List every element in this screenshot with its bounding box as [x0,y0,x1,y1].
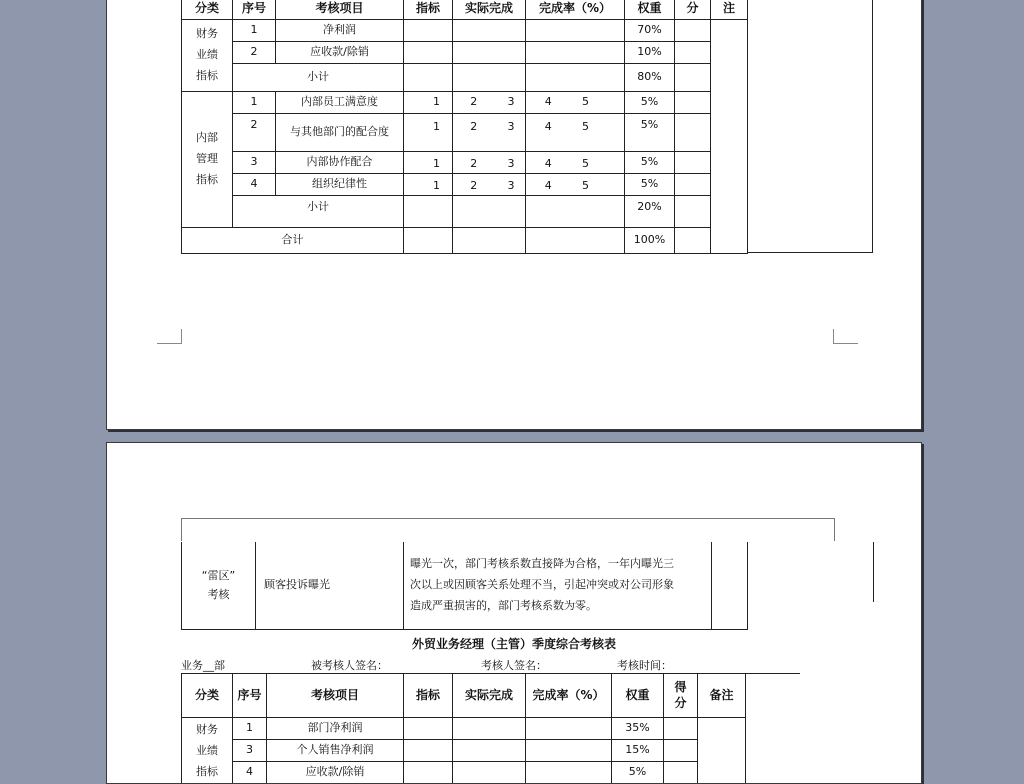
internal-row-1-weight: 5% [625,92,675,114]
thunder-zone-table [181,542,748,630]
header-target: 指标 [404,0,453,20]
scale-value: 5 [582,120,589,133]
remark-column [711,20,748,254]
header-category: 分类 [182,674,233,718]
header-weight: 权重 [612,674,664,718]
internal-subtotal-label: 小计 [233,196,404,228]
header-no: 序号 [233,674,267,718]
internal-row-1-no: 1 [233,92,276,114]
thunder-item: 顾客投诉曝光 [256,542,404,630]
row-1-no: 1 [233,718,267,740]
row-3-target [404,762,453,784]
thunder-outer-border [747,542,874,602]
finance-row-2-no: 2 [233,42,276,64]
header-score: 得 分 [664,674,698,718]
internal-row-3-scale [433,157,589,170]
scale-value: 4 [544,120,552,133]
total-score [675,228,711,254]
thunder-remark [712,542,748,630]
scale-value: 3 [507,179,515,192]
finance-row-1-item: 净利润 [276,20,404,42]
document-page-1 [106,0,922,430]
internal-subtotal-score [675,196,711,228]
header-weight: 权重 [625,0,675,20]
scale-value: 1 [433,95,440,108]
scale-value: 5 [582,179,589,192]
scale-value: 3 [507,120,515,133]
total-target [404,228,453,254]
finance-subtotal-actual [453,64,526,92]
row-2-weight: 15% [612,740,664,762]
row-2-score [664,740,698,762]
total-weight: 100% [625,228,675,254]
finance-subtotal-label: 小计 [233,64,404,92]
row-1-actual [453,718,526,740]
finance-subtotal-weight: 80% [625,64,675,92]
internal-category: 内部 管理 指标 [182,92,233,228]
total-actual [453,228,526,254]
row-2-rate [526,740,612,762]
scale-value: 4 [544,95,552,108]
finance-category: 财务 业绩 指标 [182,20,233,92]
thunder-category: “雷区” 考核 [182,542,256,630]
table-outer-border [747,0,873,253]
row-1-rate [526,718,612,740]
internal-row-3-no: 3 [233,152,276,174]
internal-row-4-scale [433,179,589,192]
finance-row-1-rate [526,20,625,42]
scale-value: 3 [507,157,515,170]
internal-subtotal-rate [526,196,625,228]
finance-row-1-actual [453,20,526,42]
internal-row-3-weight: 5% [625,152,675,174]
row-3-actual [453,762,526,784]
assessment-time-label: 考核时间： [617,659,672,672]
scale-value: 2 [470,157,478,170]
row-3-rate [526,762,612,784]
scale-value: 1 [433,157,440,170]
form-title: 外贸业务经理（主管）季度综合考核表 [411,637,616,651]
assessor-signature-label: 考核人签名： [481,659,547,672]
row-3-no: 4 [233,762,267,784]
scale-value: 1 [433,179,440,192]
header-margin-line [181,518,835,541]
internal-row-2-no: 2 [233,114,276,152]
row-1-target [404,718,453,740]
total-rate [526,228,625,254]
finance-row-2-target [404,42,453,64]
internal-row-3-item: 内部协作配合 [276,152,404,174]
scale-value: 5 [582,157,589,170]
row-2-actual [453,740,526,762]
dept-label: 业务__部 [181,659,225,672]
scale-value: 2 [470,179,478,192]
row-3-score [664,762,698,784]
finance-row-2-item: 应收款/除销 [276,42,404,64]
finance-row-2-rate [526,42,625,64]
scale-value: 1 [433,120,440,133]
internal-row-4-no: 4 [233,174,276,196]
quarterly-kpi-table [181,673,800,784]
internal-subtotal-weight: 20% [625,196,675,228]
finance-subtotal-score [675,64,711,92]
internal-row-1-item: 内部员工满意度 [276,92,404,114]
internal-row-4-item: 组织纪律性 [276,174,404,196]
internal-row-2-score [675,114,711,152]
row-2-no: 3 [233,740,267,762]
scale-value: 3 [507,95,515,108]
row-3-weight: 5% [612,762,664,784]
header-no: 序号 [233,0,276,20]
internal-row-4-score [675,174,711,196]
header-rate: 完成率（%） [526,674,612,718]
internal-row-2-weight: 5% [625,114,675,152]
scale-value: 2 [470,95,478,108]
internal-row-1-scale [433,95,589,108]
row-1-item: 部门净利润 [267,718,404,740]
scale-value: 5 [582,95,589,108]
finance-row-2-score [675,42,711,64]
finance-subtotal-target [404,64,453,92]
internal-row-2-scale [433,120,589,133]
header-remark: 备注 [698,674,746,718]
header-item: 考核项目 [276,0,404,20]
header-target: 指标 [404,674,453,718]
row-2-target [404,740,453,762]
finance-row-1-weight: 70% [625,20,675,42]
internal-row-3-score [675,152,711,174]
assessee-signature-label: 被考核人签名： [311,659,388,672]
thunder-description: 曝光一次，部门考核系数直接降为合格，一年内曝光三 次以上或因顾客关系处理不当，引起冲突或对公司形象 造成严重损害的，部门考核系数为零。 [404,542,712,630]
total-label: 合计 [182,228,404,254]
finance-row-2-weight: 10% [625,42,675,64]
scale-value: 4 [544,179,552,192]
row-1-weight: 35% [612,718,664,740]
internal-row-1-score [675,92,711,114]
internal-subtotal-actual [453,196,526,228]
finance-row-1-no: 1 [233,20,276,42]
row-1-score [664,718,698,740]
scale-value: 4 [544,157,552,170]
finance-subtotal-rate [526,64,625,92]
scale-value: 2 [470,120,478,133]
row-2-item: 个人销售净利润 [267,740,404,762]
page-corner-mark-right [833,329,858,344]
header-remark: 注 [711,0,748,20]
header-rate: 完成率（%） [526,0,625,20]
header-score: 分 [675,0,711,20]
internal-row-4-weight: 5% [625,174,675,196]
header-actual: 实际完成 [453,0,526,20]
header-actual: 实际完成 [453,674,526,718]
header-item: 考核项目 [267,674,404,718]
row-3-item: 应收款/除销 [267,762,404,784]
finance-row-1-score [675,20,711,42]
internal-subtotal-target [404,196,453,228]
document-page-2 [106,442,922,784]
page-corner-mark-left [157,329,182,344]
finance-row-1-target [404,20,453,42]
remark-column [698,718,746,784]
finance-category: 财务 业绩 指标 [182,718,233,784]
internal-row-2-item: 与其他部门的配合度 [276,114,404,152]
header-category: 分类 [182,0,233,20]
finance-row-2-actual [453,42,526,64]
